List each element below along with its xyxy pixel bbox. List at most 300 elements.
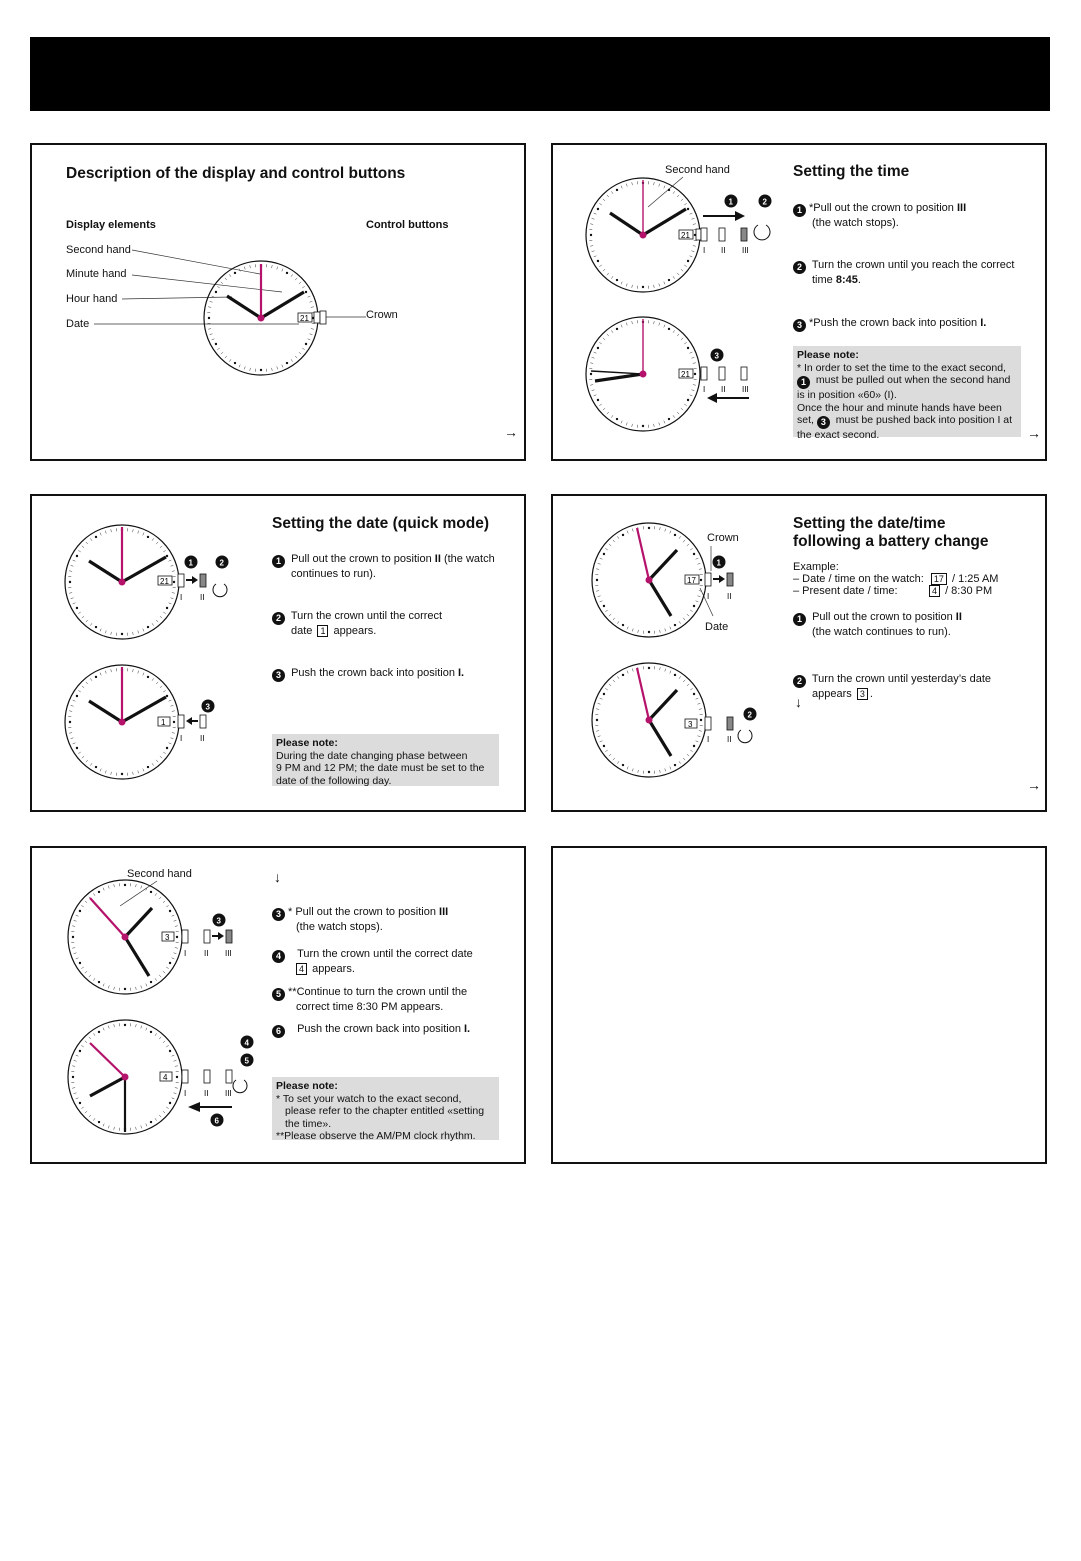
minute-tick <box>617 676 619 678</box>
minute-tick <box>302 286 304 288</box>
minute-tick <box>156 682 158 684</box>
minute-tick <box>599 342 601 344</box>
svg-text:II: II <box>727 735 732 744</box>
minute-tick <box>73 700 76 701</box>
minute-tick <box>632 669 633 672</box>
minute-tick <box>152 678 154 680</box>
minute-tick <box>225 278 227 280</box>
svg-text:3: 3 <box>216 916 221 926</box>
minute-tick <box>155 1033 157 1035</box>
hour-mark <box>208 317 210 319</box>
svg-text:I: I <box>707 735 710 744</box>
minute-tick <box>208 307 211 308</box>
hour-mark <box>215 291 217 293</box>
minute-tick <box>105 671 106 674</box>
label-minute-hand: Minute hand <box>66 268 127 280</box>
display-elements-heading: Display elements <box>66 219 156 231</box>
minute-tick <box>250 265 251 268</box>
svg-text:3: 3 <box>165 933 170 942</box>
minute-tick <box>699 709 702 710</box>
label-crown: Crown <box>707 532 739 544</box>
minute-tick <box>138 671 139 674</box>
minute-tick <box>673 415 675 417</box>
svg-text:I: I <box>180 734 183 743</box>
minute-tick <box>208 329 211 330</box>
hour-mark <box>590 373 592 375</box>
panel-title-line2: following a battery change <box>793 533 989 550</box>
step-2: 2 Turn the crown until yesterday’s date appears 3 . <box>793 673 991 701</box>
svg-text:17: 17 <box>687 576 696 585</box>
minute-tick <box>687 684 689 686</box>
minute-tick <box>660 667 661 670</box>
panel-title-line1: Setting the date/time <box>793 515 946 532</box>
minute-tick <box>699 731 702 732</box>
minute-tick <box>670 671 671 674</box>
hour-mark <box>260 369 262 371</box>
minute-tick <box>160 686 162 688</box>
svg-text:I: I <box>184 1089 187 1098</box>
hour-mark <box>79 1050 81 1052</box>
minute-tick <box>696 698 699 699</box>
minute-tick <box>78 690 80 692</box>
minute-tick <box>103 1028 104 1031</box>
minute-tick <box>698 703 701 704</box>
svg-text:II: II <box>200 734 205 743</box>
minute-tick <box>172 733 175 734</box>
svg-text:2: 2 <box>762 197 767 207</box>
minute-tick <box>690 750 692 752</box>
minute-tick <box>277 367 278 370</box>
minute-tick <box>632 769 633 772</box>
minute-tick <box>605 688 607 690</box>
panel-title: Setting the date (quick mode) <box>272 515 490 532</box>
minute-tick <box>163 690 165 692</box>
hour-mark <box>674 674 676 676</box>
minute-tick <box>638 770 639 773</box>
minute-tick <box>103 1124 104 1127</box>
minute-tick <box>291 359 293 361</box>
minute-tick <box>310 301 313 302</box>
minute-tick <box>174 1093 177 1094</box>
minute-tick <box>592 357 595 358</box>
hour-mark <box>169 1050 171 1052</box>
minute-tick <box>90 763 92 765</box>
svg-text:I: I <box>180 593 183 602</box>
watch-diagram-bottom <box>553 496 1049 814</box>
step-1: 1 *Pull out the crown to position III (the watch stops). <box>793 202 966 230</box>
minute-tick <box>613 758 615 760</box>
step-3: 3 * Pull out the crown to position III (the watch stops). <box>272 906 448 934</box>
minute-tick <box>302 348 304 350</box>
minute-tick <box>221 352 223 354</box>
minute-tick <box>160 756 162 758</box>
svg-text:III: III <box>742 385 749 394</box>
hour-mark <box>693 693 695 695</box>
minute-tick <box>169 743 172 744</box>
minute-tick <box>86 760 88 762</box>
minute-tick <box>93 1118 95 1120</box>
step-6: 6 Push the crown back into position I. <box>272 1023 470 1038</box>
hour-mark <box>95 766 97 768</box>
minute-tick <box>603 338 605 340</box>
minute-tick <box>90 678 92 680</box>
minute-tick <box>93 1033 95 1035</box>
minute-tick <box>100 673 101 676</box>
hour-mark <box>305 343 307 345</box>
minute-tick <box>603 408 605 410</box>
hour-mark <box>166 695 168 697</box>
minute-tick <box>74 1060 77 1061</box>
minute-tick <box>690 688 692 690</box>
hour-mark <box>173 721 175 723</box>
minute-tick <box>679 676 681 678</box>
minute-tick <box>299 282 301 284</box>
hour-mark <box>648 771 650 773</box>
minute-tick <box>166 1107 168 1109</box>
hour-mark <box>700 719 702 721</box>
label-hour-hand: Hour hand <box>66 293 118 305</box>
minute-tick <box>291 274 293 276</box>
svg-text:1: 1 <box>716 558 721 568</box>
svg-text:21: 21 <box>681 370 690 379</box>
minute-tick <box>308 296 311 297</box>
panel-title: Setting the time <box>793 163 910 180</box>
hour-mark <box>674 764 676 766</box>
hour-mark <box>616 418 618 420</box>
minute-tick <box>599 404 601 406</box>
minute-tick <box>81 1107 83 1109</box>
minute-tick <box>665 769 666 772</box>
minute-tick <box>76 1055 79 1056</box>
minute-tick <box>239 365 240 368</box>
hour-mark <box>176 1076 178 1078</box>
label-date: Date <box>66 318 90 330</box>
minute-tick <box>311 307 314 308</box>
svg-text:I: I <box>707 592 710 601</box>
minute-tick <box>617 761 619 763</box>
panel-setting-date-quick <box>30 494 526 812</box>
minute-tick <box>217 286 219 288</box>
minute-tick <box>100 769 101 772</box>
hour-mark <box>234 272 236 274</box>
minute-tick <box>590 385 593 386</box>
minute-tick <box>611 415 613 417</box>
minute-tick <box>159 1115 161 1117</box>
minute-tick <box>212 339 215 340</box>
minute-tick <box>594 352 597 353</box>
minute-tick <box>677 412 679 414</box>
minute-tick <box>690 395 693 396</box>
hour-mark <box>147 676 149 678</box>
minute-tick <box>163 1041 165 1043</box>
minute-tick <box>696 741 699 742</box>
minute-tick <box>210 301 213 302</box>
minute-tick <box>598 736 601 737</box>
minute-tick <box>221 282 223 284</box>
hour-mark <box>234 362 236 364</box>
hour-mark <box>76 747 78 749</box>
minute-tick <box>310 334 313 335</box>
panel-setting-time <box>551 143 1047 461</box>
minute-tick <box>108 1026 109 1029</box>
svg-text:4: 4 <box>163 1073 168 1082</box>
minute-tick <box>308 339 311 340</box>
minute-tick <box>71 705 74 706</box>
minute-tick <box>659 423 660 426</box>
panel-title: Description of the display and control buttons <box>66 165 406 182</box>
minute-tick <box>169 700 172 701</box>
minute-tick <box>679 761 681 763</box>
svg-text:5: 5 <box>244 1056 249 1066</box>
minute-tick <box>282 365 283 368</box>
hour-mark <box>616 328 618 330</box>
panel-battery-change <box>551 494 1047 812</box>
down-arrow: ↓ <box>795 694 802 710</box>
hour-mark <box>124 1024 126 1026</box>
minute-tick <box>299 352 301 354</box>
minute-tick <box>607 412 609 414</box>
minute-tick <box>69 711 72 712</box>
svg-text:II: II <box>721 385 726 394</box>
minute-tick <box>692 390 695 391</box>
label-second-hand: Second hand <box>66 244 131 256</box>
minute-tick <box>611 330 613 332</box>
svg-text:21: 21 <box>681 231 690 240</box>
minute-tick <box>69 733 72 734</box>
svg-text:3: 3 <box>714 351 719 361</box>
minute-tick <box>133 669 134 672</box>
minute-tick <box>152 763 154 765</box>
minute-tick <box>598 703 601 704</box>
minute-tick <box>660 770 661 773</box>
down-arrow: ↓ <box>274 869 281 885</box>
minute-tick <box>143 769 144 772</box>
minute-tick <box>78 752 80 754</box>
minute-tick <box>665 669 666 672</box>
svg-text:II: II <box>727 592 732 601</box>
minute-tick <box>89 1115 91 1117</box>
minute-tick <box>681 408 683 410</box>
svg-text:1: 1 <box>161 718 166 727</box>
minute-tick <box>683 680 685 682</box>
minute-tick <box>244 367 245 370</box>
minute-tick <box>171 705 174 706</box>
minute-tick <box>171 738 174 739</box>
minute-tick <box>159 1037 161 1039</box>
hour-mark <box>694 373 696 375</box>
minute-tick <box>311 329 314 330</box>
minute-tick <box>659 323 660 326</box>
minute-tick <box>172 711 175 712</box>
minute-tick <box>175 1066 178 1067</box>
svg-text:2: 2 <box>219 558 224 568</box>
minute-tick <box>133 772 134 775</box>
minute-tick <box>654 321 655 324</box>
minute-tick <box>683 758 685 760</box>
minute-tick <box>664 421 665 424</box>
minute-tick <box>609 754 611 756</box>
hour-mark <box>642 425 644 427</box>
minute-tick <box>621 325 622 328</box>
hour-mark <box>597 347 599 349</box>
hour-mark <box>150 1031 152 1033</box>
minute-tick <box>282 269 283 272</box>
minute-tick <box>136 1127 137 1130</box>
minute-tick <box>82 756 84 758</box>
minute-tick <box>592 390 595 391</box>
svg-text:4: 4 <box>244 1038 249 1048</box>
label-crown: Crown <box>366 309 398 321</box>
minute-tick <box>295 278 297 280</box>
minute-tick <box>85 1041 87 1043</box>
minute-tick <box>654 424 655 427</box>
minute-tick <box>596 709 599 710</box>
hour-mark <box>668 328 670 330</box>
hour-mark <box>150 1121 152 1123</box>
svg-text:2: 2 <box>747 710 752 720</box>
svg-text:II: II <box>204 949 209 958</box>
minute-tick <box>684 342 686 344</box>
minute-tick <box>681 338 683 340</box>
hour-mark <box>596 719 598 721</box>
step-3: 3 Push the crown back into position I. <box>272 667 464 682</box>
minute-tick <box>596 731 599 732</box>
minute-tick <box>244 267 245 270</box>
minute-tick <box>632 424 633 427</box>
hour-mark <box>169 1102 171 1104</box>
minute-tick <box>626 323 627 326</box>
svg-text:I: I <box>184 949 187 958</box>
step-3: 3 *Push the crown back into position I. <box>793 317 986 332</box>
minute-tick <box>146 1028 147 1031</box>
hour-mark <box>286 362 288 364</box>
svg-text:3: 3 <box>688 720 693 729</box>
label-second-hand: Second hand <box>127 868 192 880</box>
minute-tick <box>166 1045 168 1047</box>
minute-tick <box>590 363 593 364</box>
hour-mark <box>305 291 307 293</box>
minute-tick <box>114 1024 115 1027</box>
minute-tick <box>174 1060 177 1061</box>
minute-tick <box>105 771 106 774</box>
step-1: 1 Pull out the crown to position II (the watch continues to run). <box>272 553 495 581</box>
minute-tick <box>687 754 689 756</box>
minute-tick <box>677 334 679 336</box>
hour-mark <box>648 667 650 669</box>
minute-tick <box>693 363 696 364</box>
minute-tick <box>670 767 671 770</box>
hour-mark <box>668 418 670 420</box>
svg-text:II: II <box>204 1089 209 1098</box>
example-line-1: – Date / time on the watch: 17 / 1:25 AM <box>793 573 999 585</box>
minute-tick <box>74 1093 77 1094</box>
minute-tick <box>627 767 628 770</box>
minute-tick <box>163 752 165 754</box>
minute-tick <box>141 1026 142 1029</box>
minute-tick <box>175 1088 178 1089</box>
hour-mark <box>215 343 217 345</box>
minute-tick <box>272 368 273 371</box>
hour-mark <box>622 764 624 766</box>
note-box: Please note: * In order to set the time to the exact second, 1 must be pulled out when the second hand is in position «60» (I). Once the hour and minute hands have been set, 3 must be pushed back into position I at the exact second. <box>793 346 1021 437</box>
minute-tick <box>71 738 74 739</box>
next-arrow: → <box>1027 425 1041 441</box>
minute-tick <box>600 741 603 742</box>
minute-tick <box>690 352 693 353</box>
hour-mark <box>622 674 624 676</box>
control-buttons-heading: Control buttons <box>366 219 449 231</box>
hour-mark <box>76 695 78 697</box>
step-2: 2 Turn the crown until you reach the correct time 8:45. <box>793 259 1014 287</box>
minute-tick <box>136 1024 137 1027</box>
minute-tick <box>155 1118 157 1120</box>
minute-tick <box>295 356 297 358</box>
hour-mark <box>693 745 695 747</box>
panel-battery-change-continued <box>30 846 526 1164</box>
hour-mark <box>147 766 149 768</box>
minute-tick <box>594 395 597 396</box>
minute-tick <box>698 736 701 737</box>
minute-tick <box>229 359 231 361</box>
minute-tick <box>146 1124 147 1127</box>
next-arrow: → <box>1027 777 1041 793</box>
hour-mark <box>98 1121 100 1123</box>
step-1: 1 Pull out the crown to position II (the watch continues to run). <box>793 611 962 639</box>
minute-tick <box>605 750 607 752</box>
minute-tick <box>108 1126 109 1129</box>
svg-text:II: II <box>200 593 205 602</box>
minute-tick <box>250 368 251 371</box>
hour-mark <box>98 1031 100 1033</box>
step-2: 2 Turn the crown until the correct date 1 appears. <box>272 610 442 638</box>
hour-mark <box>121 773 123 775</box>
minute-tick <box>111 669 112 672</box>
next-arrow: → <box>504 424 518 440</box>
minute-tick <box>613 680 615 682</box>
minute-tick <box>156 760 158 762</box>
label-second-hand: Second hand <box>665 164 730 176</box>
minute-tick <box>141 1126 142 1129</box>
svg-text:I: I <box>703 385 706 394</box>
svg-text:III: III <box>225 1089 232 1098</box>
example-label: Example: <box>793 561 839 573</box>
svg-text:III: III <box>742 246 749 255</box>
hour-mark <box>603 693 605 695</box>
label-date: Date <box>705 621 729 633</box>
minute-tick <box>607 334 609 336</box>
hour-mark <box>95 676 97 678</box>
step-5: 5 **Continue to turn the crown until the correct time 8:30 PM appears. <box>272 986 467 1014</box>
minute-tick <box>85 1111 87 1113</box>
minute-tick <box>626 423 627 426</box>
minute-tick <box>664 325 665 328</box>
hour-mark <box>687 347 689 349</box>
svg-text:1: 1 <box>188 558 193 568</box>
minute-tick <box>76 1098 79 1099</box>
minute-tick <box>229 274 231 276</box>
minute-tick <box>73 743 76 744</box>
hour-mark <box>79 1102 81 1104</box>
minute-tick <box>89 1037 91 1039</box>
minute-tick <box>277 267 278 270</box>
header-bar <box>30 37 1050 111</box>
svg-text:II: II <box>721 246 726 255</box>
svg-text:III: III <box>225 949 232 958</box>
date-window: 21 <box>300 314 309 323</box>
hour-mark <box>286 272 288 274</box>
minute-tick <box>172 1098 175 1099</box>
hour-mark <box>603 745 605 747</box>
